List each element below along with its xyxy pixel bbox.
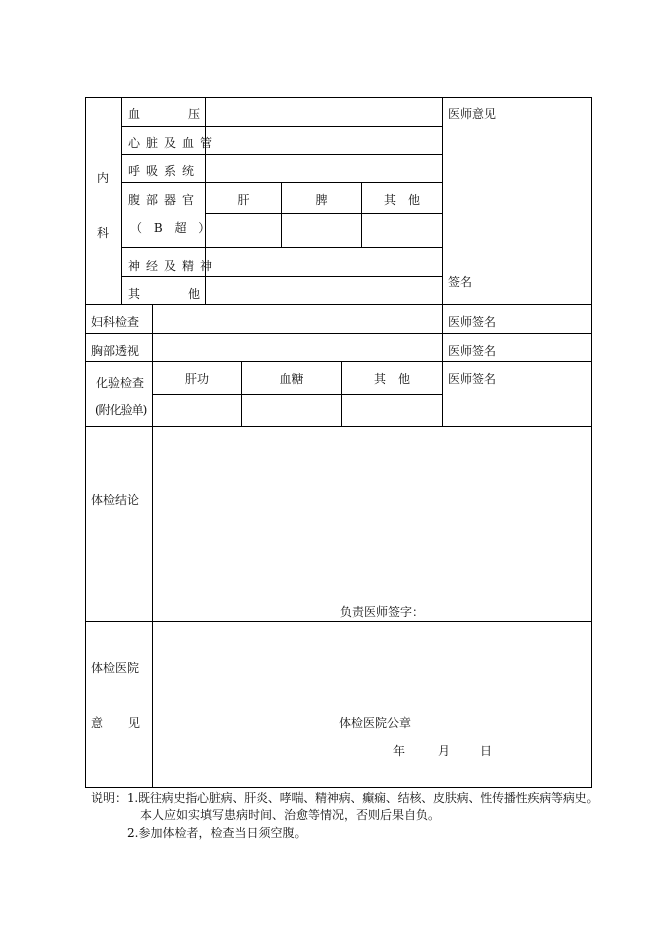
hospital-label-opinion-b: 见 (128, 716, 141, 730)
hospital-label-opinion-a: 意 (91, 716, 104, 730)
form-border-bottom (85, 787, 592, 788)
spleen-field[interactable] (282, 214, 361, 247)
date-month-label: 月 (438, 744, 451, 758)
breath-field[interactable] (206, 155, 442, 182)
blood-sugar-header: 血糖 (279, 372, 304, 386)
hospital-label: 体检医院 (91, 661, 140, 675)
internal-label-bottom: 科 (97, 226, 110, 240)
note-2: 2.参加体检者，检查当日须空腹。 (127, 826, 307, 840)
liver-header: 肝 (237, 193, 250, 207)
form-border-right (591, 97, 592, 788)
lab-sign-label: 医师签名 (448, 372, 497, 386)
neuro-field[interactable] (206, 248, 442, 276)
internal-label-top: 内 (97, 171, 110, 185)
internal-other-field[interactable] (206, 277, 442, 304)
heart-field[interactable] (206, 127, 442, 154)
gyn-sign-label: 医师签名 (448, 315, 497, 329)
blood-sugar-field[interactable] (242, 395, 341, 426)
neuro-label-cell (122, 248, 219, 276)
liver-func-field[interactable] (153, 395, 241, 426)
internal-sign-label: 签名 (448, 275, 473, 289)
notes-prefix: 说明： (91, 791, 128, 805)
blood-pressure-label-b: 压 (188, 107, 201, 121)
other-label-a: 其 (128, 287, 141, 301)
gyn-label: 妇科检查 (91, 315, 140, 329)
grid-line (85, 361, 592, 362)
heart-label: 心脏及血管 (128, 136, 219, 150)
blood-pressure-label-a: 血 (128, 107, 141, 121)
conclusion-label: 体检结论 (91, 493, 140, 507)
abdomen-label: 腹部器官 (128, 193, 201, 207)
abdomen-other-field[interactable] (362, 214, 442, 247)
hospital-seal-label: 体检医院公章 (339, 716, 412, 730)
other-header: 其 他 (383, 193, 420, 207)
conclusion-field[interactable] (153, 427, 591, 597)
form-border-left (85, 97, 86, 788)
blood-pressure-field[interactable] (206, 98, 442, 126)
gyn-field[interactable] (153, 305, 442, 333)
chest-label: 胸部透视 (91, 344, 140, 358)
liver-func-header: 肝功 (184, 372, 209, 386)
date-year-label: 年 (393, 744, 406, 758)
doctor-opinion-field[interactable] (443, 124, 591, 269)
lab-other-field[interactable] (342, 395, 442, 426)
chest-sign-label: 医师签名 (448, 344, 497, 358)
doctor-opinion-label: 医师意见 (448, 107, 497, 121)
spleen-header: 脾 (315, 193, 328, 207)
note-1-continued: 本人应如实填写患病时间、治愈等情况，否则后果自负。 (140, 808, 441, 822)
other-label-b: 他 (188, 287, 201, 301)
lab-sublabel: (附化验单) (95, 403, 147, 417)
note-1: 1.既往病史指心脏病、肝炎、哮喘、精神病、癫痫、结核、皮肤病、性传播性疾病等病史。 (127, 791, 599, 805)
chest-field[interactable] (153, 334, 442, 361)
hospital-opinion-field[interactable] (153, 622, 591, 707)
responsible-doctor-sign-label: 负责医师签字： (340, 605, 425, 619)
bscan-label: （ B 超 ） (130, 221, 211, 235)
date-day-label: 日 (480, 744, 493, 758)
lab-other-header: 其 他 (373, 372, 410, 386)
breath-label: 呼吸系统 (128, 164, 201, 178)
lab-label: 化验检查 (96, 376, 145, 390)
grid-line (121, 182, 442, 183)
liver-field[interactable] (206, 214, 281, 247)
heart-label-cell (122, 127, 219, 154)
neuro-label: 神经及精神 (128, 259, 219, 273)
